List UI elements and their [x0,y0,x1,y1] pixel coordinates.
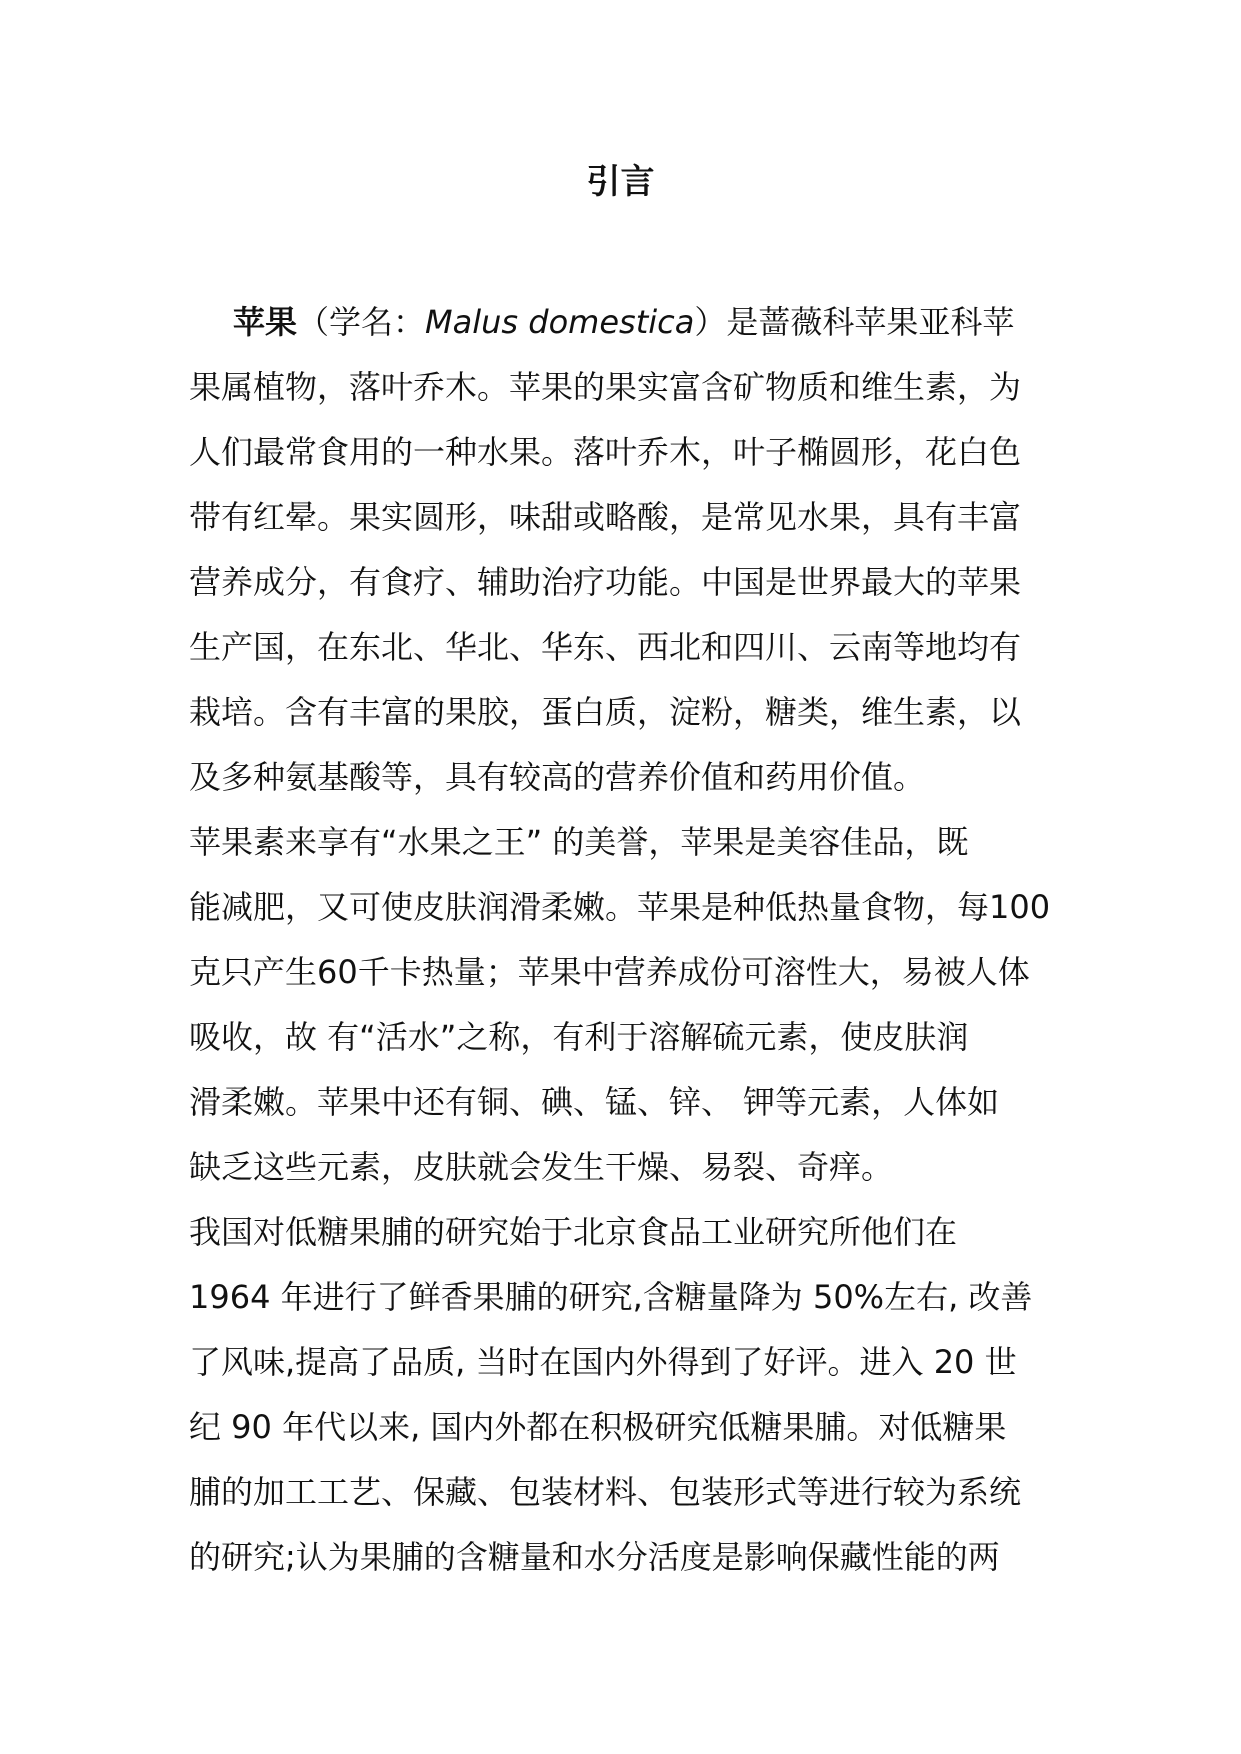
paragraph-line: 营养成分，有食疗、辅助治疗功能。中国是世界最大的苹果 [189,563,1022,601]
page-title: 引言 [586,162,655,202]
paragraph-line: 了风味,提高了品质, 当时在国内外得到了好评。进入 20 世 [189,1343,1017,1381]
paragraph-apple-intro [189,290,1059,810]
paragraph-line: 滑柔嫩。苹果中还有铜、碘、锰、锌、 钾等元素，人体如 [189,1083,1000,1121]
paragraph-line: 栽培。含有丰富的果胶，蛋白质，淀粉，糖类，维生素，以 [189,693,1022,731]
paragraph-line [189,290,1059,355]
paragraph-line: 1964 年进行了鲜香果脯的研究,含糖量降为 50%左右, 改善 [189,1278,1033,1316]
paragraph-line: 的研究;认为果脯的含糖量和水分活度是影响保藏性能的两 [189,1538,1000,1576]
paragraph-line: 脯的加工工艺、保藏、包装材料、包装形式等进行较为系统 [189,1473,1022,1511]
document-body [189,290,1059,1590]
paragraph-line: 带有红晕。果实圆形，味甜或略酸，是常见水果，具有丰富 [189,498,1022,536]
paren-close-text: ）是蔷薇科苹果亚科苹 [694,303,1015,341]
scientific-name: Malus domestica [425,303,695,341]
paragraph-line: 吸收，故 有“活水”之称，有利于溶解硫元素，使皮肤润 [189,1018,969,1056]
paragraph-line: 纪 90 年代以来, 国内外都在积极研究低糖果脯。对低糖果 [189,1408,1007,1446]
paragraph-research [189,1200,1059,1590]
paragraph-beauty [189,810,1059,1200]
lead-term: 苹果 [233,303,298,341]
paragraph-line: 能减肥，又可使皮肤润滑柔嫩。苹果是种低热量食物，每100 [189,888,1051,926]
paragraph-line: 生产国，在东北、华北、华东、西北和四川、云南等地均有 [189,628,1022,666]
paragraph-line: 及多种氨基酸等，具有较高的营养价值和药用价值。 [189,758,926,796]
paragraph-line: 我国对低糖果脯的研究始于北京食品工业研究所他们在 [189,1213,958,1251]
paragraph-line: 苹果素来享有“水果之王” 的美誉，苹果是美容佳品，既 [189,823,969,861]
paragraph-line: 人们最常食用的一种水果。落叶乔木，叶子椭圆形，花白色 [189,433,1022,471]
paragraph-line: 缺乏这些元素，皮肤就会发生干燥、易裂、奇痒。 [189,1148,894,1186]
paren-open: （学名： [297,303,426,341]
paragraph-line: 克只产生60千卡热量；苹果中营养成份可溶性大，易被人体 [189,953,1030,991]
paragraph-line: 果属植物，落叶乔木。苹果的果实富含矿物质和维生素，为 [189,368,1022,406]
